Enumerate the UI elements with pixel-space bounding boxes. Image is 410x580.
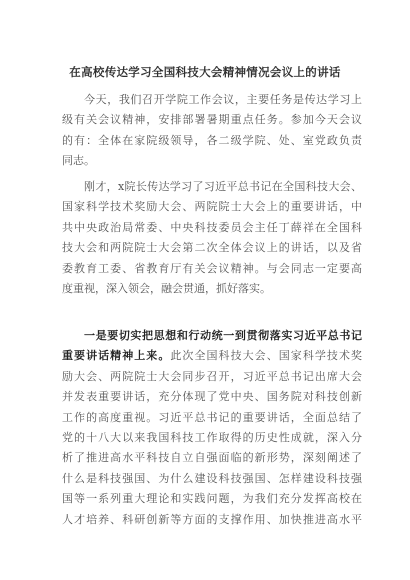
paragraph-line: 人才培养、科研创新等方面的支撑作用、加快推进高水平 <box>62 512 362 526</box>
paragraph-lead-tail-rest: 此次全国科技大会、国家科学技术奖 <box>170 349 362 363</box>
paragraph-line: 今天，我们召开学院工作会议，主要任务是传达学习上 <box>84 93 362 106</box>
paragraph-line: 国等一系列重大理论和实践问题，为我们充分发挥高校在 <box>62 492 362 506</box>
paragraph-line: 什么是科技强国、为什么建设科技强国、怎样建设科技强 <box>62 471 362 485</box>
paragraph-line: 并发表重要讲话，充分体现了党中央、国务院对科技创新 <box>62 390 362 404</box>
paragraph-line: 技大会和两院院士大会第二次全体会议上的讲话，以及省 <box>62 241 362 255</box>
paragraph-lead-heading: 一是要切实把思想和行动统一到贯彻落实习近平总书记 <box>84 329 362 342</box>
paragraph-line: 共中央政治局常委、中央科技委员会主任丁薛祥在全国科 <box>62 220 362 234</box>
paragraph-line: 国家科学技术奖励大会、两院院士大会上的重要讲话，中 <box>62 200 362 214</box>
paragraph-line: 析了推进高水平科技自立自强面临的新形势，深刻阐述了 <box>62 451 362 465</box>
paragraph-2 <box>62 177 362 299</box>
paragraph-line: 励大会、两院院士大会同步召开，习近平总书记出席大会 <box>62 369 362 383</box>
paragraph-line: 级有关会议精神，安排部署暑期重点任务。参加今天会议 <box>62 113 362 127</box>
paragraph-line: 党的十八大以来我国科技工作取得的历史性成就，深入分 <box>62 431 362 445</box>
paragraph-line: 的有：全体在家院级领导，各二级学院、处、室党政负责 <box>62 133 362 147</box>
paragraph-line: 刚才，x院长传达学习了习近平总书记在全国科技大会、 <box>84 180 362 193</box>
document-title: 在高校传达学习全国科技大会精神情况会议上的讲话 <box>69 65 341 79</box>
paragraph-line: 委教育工委、省教育厅有关会议精神。与会同志一定要高 <box>62 261 362 275</box>
paragraph-3 <box>62 326 362 530</box>
paragraph-lead-tail: 重要讲话精神上来。 <box>62 349 171 363</box>
paragraph-line <box>62 346 362 366</box>
paragraph-line: 同志。 <box>62 154 95 168</box>
paragraph-line: 工作的高度重视。习近平总书记的重要讲话，全面总结了 <box>62 410 362 424</box>
paragraph-1 <box>62 90 362 172</box>
paragraph-line: 度重视，深入领会，融会贯通，抓好落实。 <box>62 282 271 296</box>
